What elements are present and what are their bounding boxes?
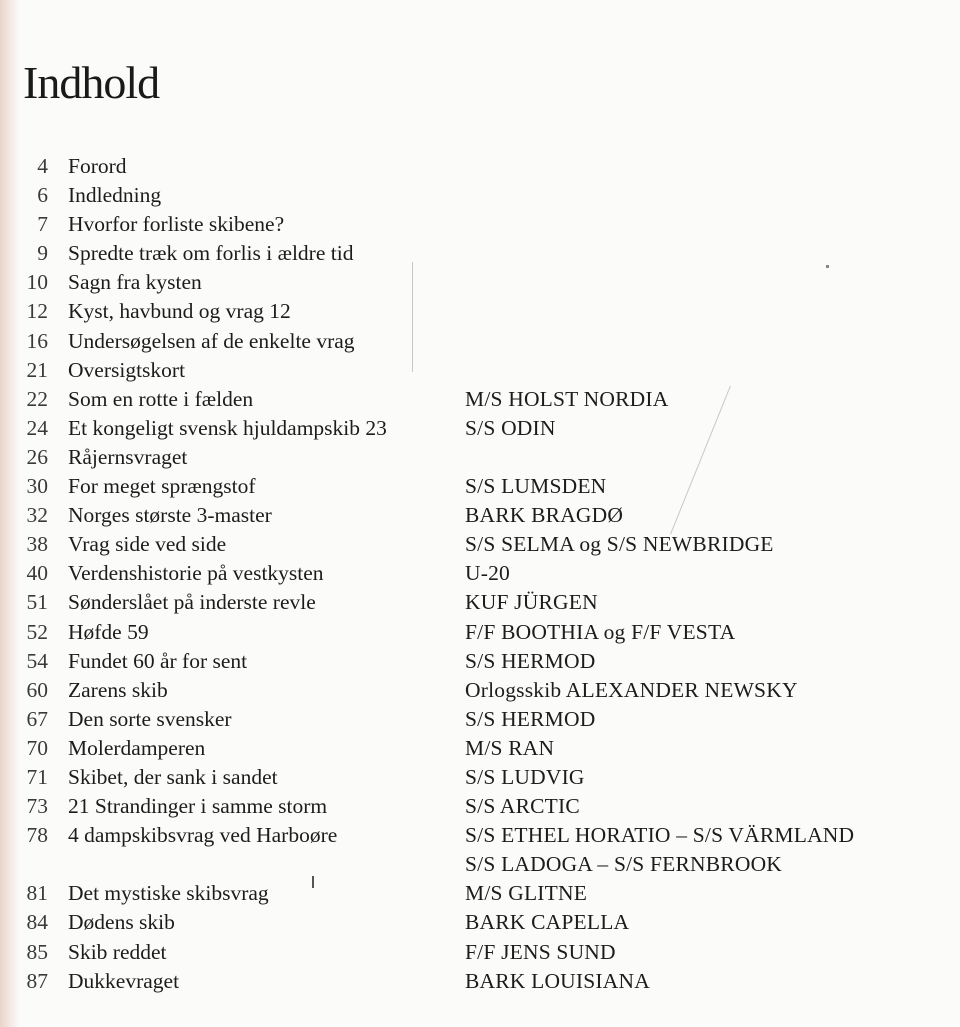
toc-chapter-title: Høfde 59 <box>68 619 149 644</box>
toc-page-number: 21 <box>26 357 48 382</box>
toc-page-number: 16 <box>26 328 48 353</box>
toc-page-number: 22 <box>26 386 48 411</box>
toc-chapter-title: Som en rotte i fælden <box>68 386 254 411</box>
toc-chapter-title: Skib reddet <box>68 939 167 964</box>
toc-chapter-title: Oversigtskort <box>68 357 186 382</box>
toc-row <box>0 559 960 588</box>
toc-chapter-title: Dødens skib <box>68 910 175 935</box>
toc-row <box>0 210 960 239</box>
toc-vessel-name: U-20 <box>465 561 510 586</box>
toc-chapter-title: Verdenshistorie på vestkysten <box>68 561 324 586</box>
toc-page-number: 4 <box>37 154 48 178</box>
toc-page-number: 24 <box>26 415 48 440</box>
page-title: Indhold <box>23 57 160 108</box>
pencil-mark <box>826 265 829 268</box>
toc-chapter-title: Sønderslået på inderste revle <box>68 590 316 615</box>
toc-vessel-name: F/F BOOTHIA og F/F VESTA <box>465 619 736 644</box>
toc-page-number: 6 <box>37 183 48 208</box>
toc-row <box>0 530 960 559</box>
toc-vessel-name: S/S HERMOD <box>465 706 596 731</box>
toc-page-number: 52 <box>26 619 48 644</box>
toc-chapter-title: 4 dampskibsvrag ved Harboøre <box>68 823 338 848</box>
toc-row <box>0 879 960 908</box>
toc-page-number: 78 <box>26 823 48 848</box>
pencil-mark <box>312 876 314 888</box>
toc-row <box>0 414 960 443</box>
toc-vessel-name: M/S GLITNE <box>465 881 588 906</box>
table-of-contents <box>0 152 960 996</box>
toc-chapter-title: Undersøgelsen af de enkelte vrag <box>68 328 355 353</box>
toc-chapter-title: Spredte træk om forlis i ældre tid <box>68 241 354 266</box>
toc-row <box>0 850 960 879</box>
toc-chapter-title: Norges største 3-master <box>68 503 272 528</box>
toc-page-number: 73 <box>26 794 48 819</box>
toc-page-number: 71 <box>26 764 48 789</box>
toc-chapter-title: Sagn fra kysten <box>68 270 202 295</box>
toc-vessel-name: BARK CAPELLA <box>465 910 630 935</box>
toc-chapter-title: Zarens skib <box>68 677 168 702</box>
toc-chapter-title: Den sorte svensker <box>68 706 232 731</box>
toc-page-number: 7 <box>37 212 48 237</box>
toc-vessel-name: BARK LOUISIANA <box>465 968 650 993</box>
toc-page-number: 38 <box>26 532 48 557</box>
toc-page-number: 40 <box>26 561 48 586</box>
toc-page-number: 70 <box>26 735 48 760</box>
toc-chapter-title: Det mystiske skibsvrag <box>68 881 269 906</box>
toc-page-number: 30 <box>26 474 48 499</box>
toc-page-number: 84 <box>26 910 48 935</box>
toc-chapter-title: Indledning <box>68 183 162 208</box>
toc-vessel-name: S/S LADOGA – S/S FERNBROOK <box>465 852 783 877</box>
toc-chapter-title: Vrag side ved side <box>68 532 227 557</box>
toc-vessel-name: S/S ETHEL HORATIO – S/S VÄRMLAND <box>465 823 855 848</box>
toc-row <box>0 647 960 676</box>
toc-page-number: 10 <box>26 270 48 295</box>
toc-vessel-name: S/S LUMSDEN <box>465 474 607 499</box>
toc-chapter-title: Hvorfor forliste skibene? <box>68 212 285 237</box>
toc-chapter-title: For meget sprængstof <box>68 474 256 499</box>
toc-row <box>0 501 960 530</box>
toc-row <box>0 181 960 210</box>
toc-vessel-name: S/S LUDVIG <box>465 764 585 789</box>
toc-chapter-title: Fundet 60 år for sent <box>68 648 248 673</box>
toc-row <box>0 618 960 647</box>
toc-chapter-title: Kyst, havbund og vrag 12 <box>68 299 291 324</box>
toc-page-number: 87 <box>26 968 48 993</box>
toc-row <box>0 967 960 996</box>
toc-row <box>0 763 960 792</box>
toc-chapter-title: Skibet, der sank i sandet <box>68 764 278 789</box>
toc-page-number: 12 <box>26 299 48 324</box>
toc-vessel-name: S/S SELMA og S/S NEWBRIDGE <box>465 532 774 557</box>
toc-vessel-name: M/S RAN <box>465 735 555 760</box>
toc-row <box>0 676 960 705</box>
toc-row <box>0 327 960 356</box>
toc-vessel-name: S/S ODIN <box>465 415 556 440</box>
toc-vessel-name: F/F JENS SUND <box>465 939 616 964</box>
toc-row <box>0 588 960 617</box>
toc-chapter-title: Et kongeligt svensk hjuldampskib 23 <box>68 415 387 440</box>
toc-row <box>0 908 960 937</box>
toc-row <box>0 472 960 501</box>
toc-vessel-name: S/S ARCTIC <box>465 794 580 819</box>
toc-vessel-name: M/S HOLST NORDIA <box>465 386 669 411</box>
toc-row <box>0 152 960 181</box>
toc-page-number: 32 <box>26 503 48 528</box>
pencil-mark <box>412 262 413 372</box>
toc-page-number: 60 <box>26 677 48 702</box>
toc-row <box>0 385 960 414</box>
toc-page-number: 9 <box>37 241 48 266</box>
toc-vessel-name: S/S HERMOD <box>465 648 596 673</box>
toc-row <box>0 443 960 472</box>
toc-chapter-title: 21 Strandinger i samme storm <box>68 794 328 819</box>
toc-row <box>0 297 960 326</box>
toc-page-number: 81 <box>26 881 48 906</box>
toc-row <box>0 792 960 821</box>
toc-chapter-title: Molerdamperen <box>68 735 206 760</box>
toc-row <box>0 356 960 385</box>
toc-row <box>0 821 960 850</box>
toc-page-number: 26 <box>26 444 48 469</box>
toc-page-number: 54 <box>26 648 48 673</box>
toc-chapter-title: Råjernsvraget <box>68 444 188 469</box>
toc-row <box>0 705 960 734</box>
toc-chapter-title: Forord <box>68 154 127 178</box>
toc-row <box>0 938 960 967</box>
toc-page-number: 85 <box>26 939 48 964</box>
toc-vessel-name: KUF JÜRGEN <box>465 590 598 615</box>
toc-chapter-title: Dukkevraget <box>68 968 180 993</box>
toc-vessel-name: Orlogsskib ALEXANDER NEWSKY <box>465 677 798 702</box>
toc-row <box>0 734 960 763</box>
toc-row <box>0 239 960 268</box>
toc-row <box>0 268 960 297</box>
toc-vessel-name: BARK BRAGDØ <box>465 503 624 528</box>
toc-page-number: 51 <box>26 590 48 615</box>
toc-page-number: 67 <box>26 706 48 731</box>
